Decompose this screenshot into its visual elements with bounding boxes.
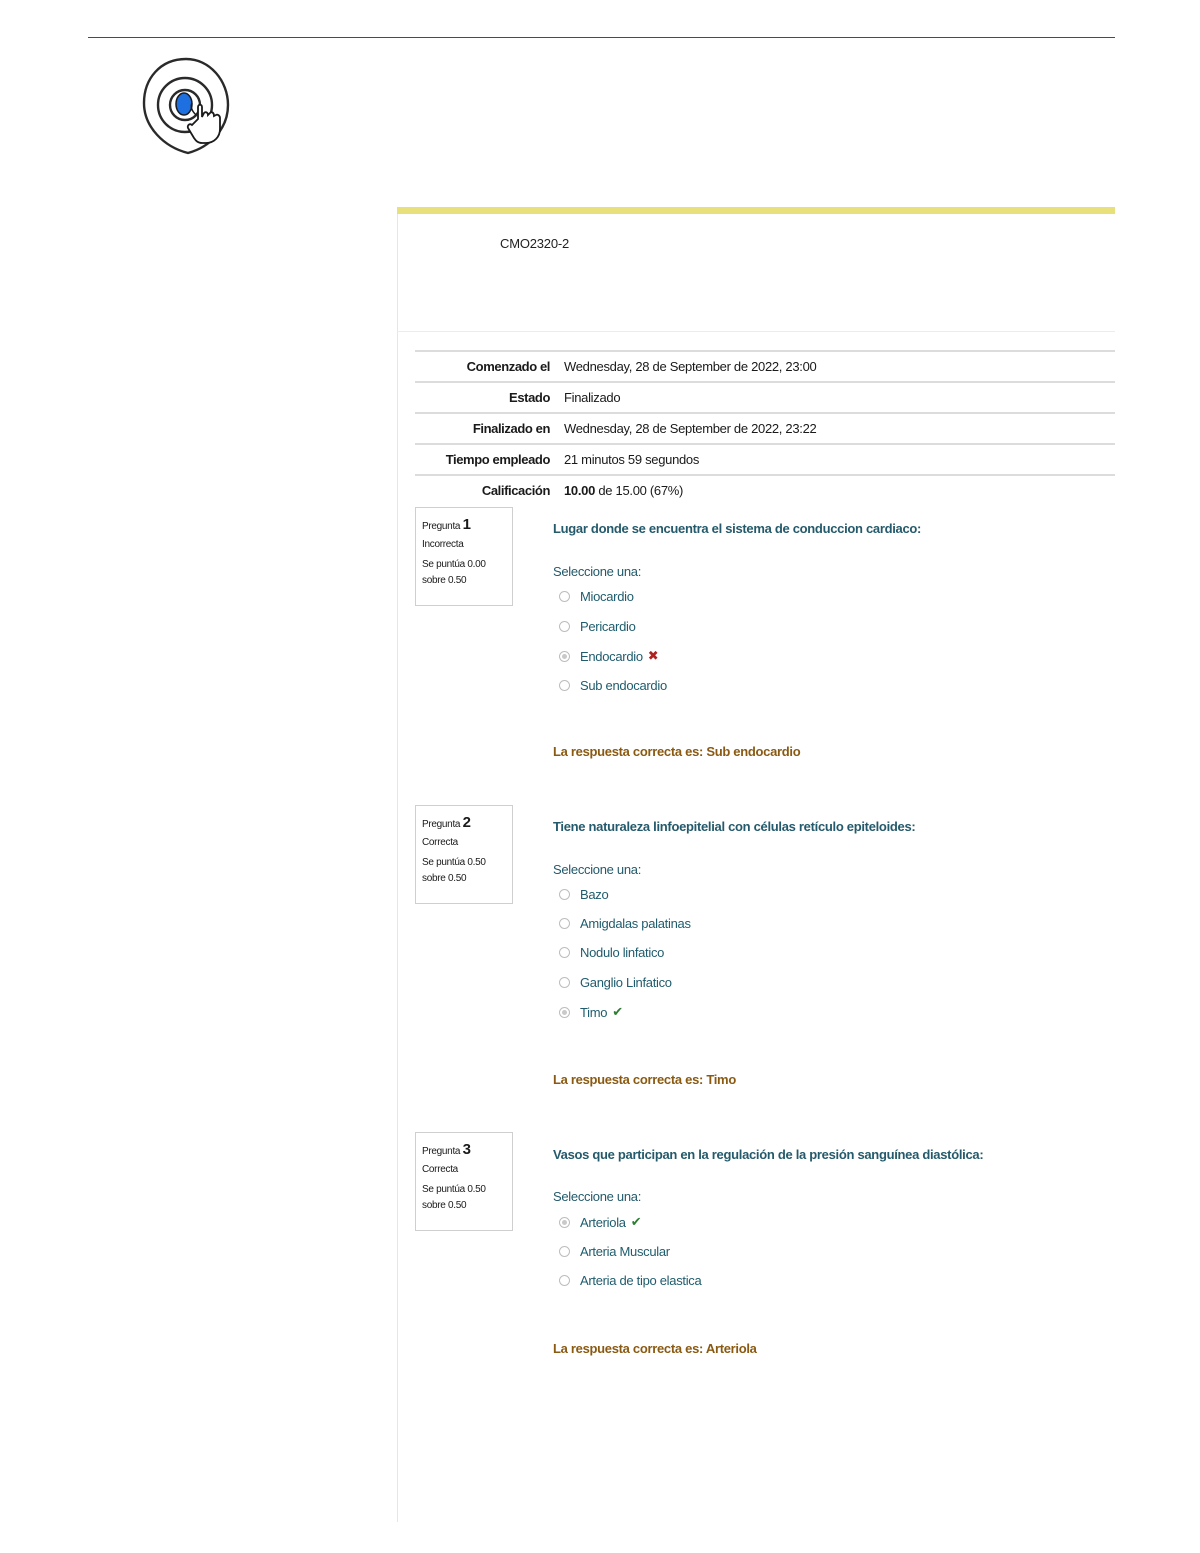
answer-option[interactable]	[559, 619, 636, 634]
question-info-box	[415, 805, 513, 904]
summary-value	[558, 475, 1115, 505]
summary-value: Wednesday, 28 de September de 2022, 23:00	[564, 359, 817, 374]
question-info-box	[415, 507, 513, 606]
question-text: Vasos que participan en la regulación de la presión sanguínea diastólica:	[553, 1147, 984, 1162]
radio-button[interactable]	[559, 889, 570, 900]
summary-row	[415, 413, 1115, 444]
radio-button[interactable]	[559, 1246, 570, 1257]
question-grade: Se puntúa 0.50 sobre 0.50	[422, 1184, 486, 1211]
content-left-border	[397, 212, 398, 1522]
option-label: Timo	[580, 1004, 608, 1020]
summary-label: Comenzado el	[466, 359, 550, 374]
radio-button[interactable]	[559, 947, 570, 958]
radio-button[interactable]	[559, 621, 570, 632]
header-accent-bar	[397, 207, 1115, 214]
question-prompt: Seleccione una:	[553, 564, 642, 579]
answer-option[interactable]	[559, 1244, 670, 1259]
option-label: Bazo	[580, 887, 609, 902]
option-label: Nodulo linfatico	[580, 945, 665, 960]
option-label: Arteria Muscular	[580, 1244, 670, 1259]
grade-total: de 15.00 (67%)	[595, 483, 684, 498]
answer-option[interactable]	[559, 1214, 641, 1230]
correct-check-icon: ✔	[630, 1214, 642, 1229]
option-label: Ganglio Linfatico	[580, 975, 672, 990]
answer-option[interactable]	[559, 975, 672, 990]
question-number: 3	[462, 1141, 471, 1158]
question-text: Tiene naturaleza linfoepitelial con células retículo epiteloides:	[553, 819, 916, 834]
answer-option[interactable]	[559, 589, 634, 604]
radio-button[interactable]	[559, 680, 570, 691]
course-header	[397, 207, 1115, 332]
summary-row	[415, 475, 1115, 505]
answer-option[interactable]	[559, 916, 691, 931]
correct-answer-feedback: La respuesta correcta es: Arteriola	[553, 1341, 757, 1356]
answer-option[interactable]	[559, 1273, 701, 1288]
answer-option[interactable]	[559, 945, 664, 960]
summary-label: Estado	[509, 390, 550, 405]
option-label: Arteriola	[580, 1214, 626, 1230]
option-label: Endocardio	[580, 648, 643, 664]
summary-label: Calificación	[481, 483, 550, 498]
question-text: Lugar donde se encuentra el sistema de conduccion cardiaco:	[553, 521, 922, 536]
summary-value: Wednesday, 28 de September de 2022, 23:22	[564, 421, 817, 436]
question-number: 2	[462, 814, 471, 831]
question-state: Correcta	[422, 837, 458, 848]
answer-option[interactable]	[559, 1004, 623, 1020]
answer-option[interactable]	[559, 648, 658, 664]
summary-row	[415, 382, 1115, 413]
summary-label: Tiempo empleado	[445, 452, 550, 467]
radio-button[interactable]	[559, 977, 570, 988]
option-label: Pericardio	[580, 619, 636, 634]
radio-button[interactable]	[559, 591, 570, 602]
incorrect-icon: ✖	[647, 648, 659, 663]
question-prompt: Seleccione una:	[553, 862, 642, 877]
question-state: Incorrecta	[422, 539, 464, 550]
radio-button[interactable]	[559, 1275, 570, 1286]
summary-label: Finalizado en	[472, 421, 550, 436]
question-label: Pregunta	[422, 521, 461, 532]
question-label: Pregunta	[422, 1146, 461, 1157]
radio-button[interactable]	[559, 1007, 570, 1018]
grade-score: 10.00	[564, 483, 596, 498]
summary-value: 21 minutos 59 segundos	[564, 452, 700, 467]
radio-button[interactable]	[559, 918, 570, 929]
option-label: Miocardio	[580, 589, 634, 604]
answer-option[interactable]	[559, 678, 667, 693]
correct-answer-feedback: La respuesta correcta es: Sub endocardio	[553, 744, 801, 759]
summary-row	[415, 444, 1115, 475]
option-label: Sub endocardio	[580, 678, 667, 693]
summary-row	[415, 351, 1115, 382]
summary-value: Finalizado	[564, 390, 621, 405]
correct-answer-feedback: La respuesta correcta es: Timo	[553, 1072, 736, 1087]
question-prompt: Seleccione una:	[553, 1189, 642, 1204]
radio-button[interactable]	[559, 1217, 570, 1228]
correct-check-icon: ✔	[612, 1004, 623, 1019]
option-label: Arteria de tipo elastica	[580, 1273, 702, 1288]
attempt-summary-table	[415, 350, 1115, 505]
answer-option[interactable]	[559, 887, 608, 902]
question-grade: Se puntúa 0.50 sobre 0.50	[422, 857, 486, 884]
question-info-box	[415, 1132, 513, 1231]
question-label: Pregunta	[422, 819, 461, 830]
question-number: 1	[462, 516, 471, 533]
logo-icon	[140, 55, 236, 159]
option-label: Amigdalas palatinas	[580, 916, 691, 931]
top-divider	[88, 37, 1115, 38]
course-code: CMO2320-2	[500, 236, 570, 251]
question-state: Correcta	[422, 1164, 458, 1175]
radio-button[interactable]	[559, 651, 570, 662]
question-grade: Se puntúa 0.00 sobre 0.50	[422, 559, 486, 586]
